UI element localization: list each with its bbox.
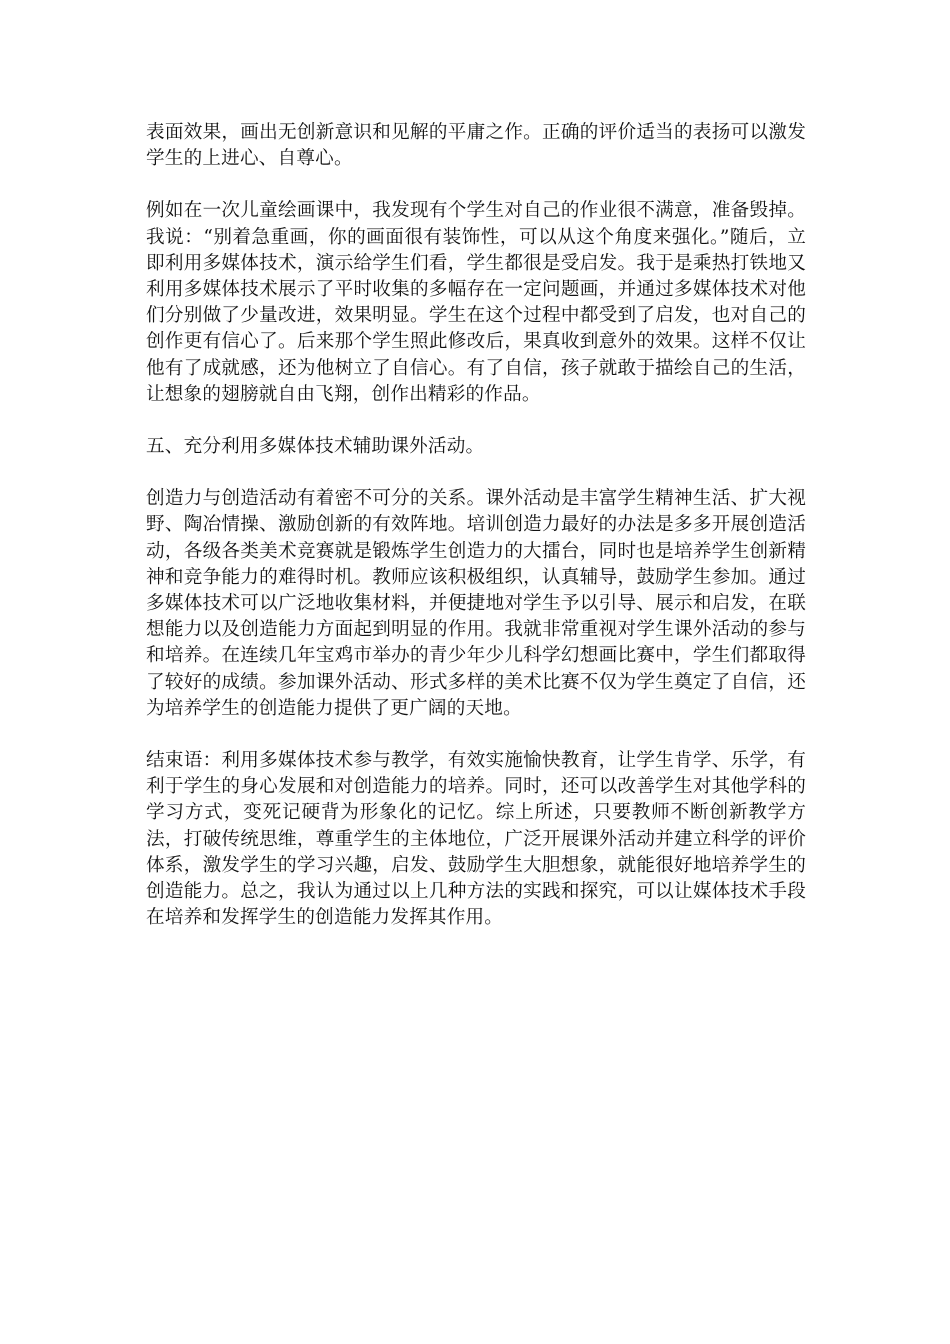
paragraph-evaluation: 表面效果，画出无创新意识和见解的平庸之作。正确的评价适当的表扬可以激发学生的上进心、自尊心。 — [146, 122, 806, 170]
section-heading-extracurricular: 五、充分利用多媒体技术辅助课外活动。 — [146, 436, 485, 458]
paragraph-creativity: 创造力与创造活动有着密不可分的关系。课外活动是丰富学生精神生活、扩大视野、陶冶情操、激励创新的有效阵地。培训创造力最好的办法是多多开展创造活动，各级各类美术竞赛就是锻炼学生创造力的大擂台，同时也是培养学生创新精神和竞争能力的难得时机。教师应该积极组织，认真辅导，鼓励学生参加。通过多媒体技术可以广泛地收集材料，并便捷地对学生予以引导、展示和启发，在联想能力以及创造能力方面起到明显的作用。我就非常重视对学生课外活动的参与和培养。在连续几年宝鸡市举办的青少年少儿科学幻想画比赛中，学生们都取得了较好的成绩。参加课外活动、形式多样的美术比赛不仅为学生奠定了自信，还为培养学生的创造能力提供了更广阔的天地。 — [146, 488, 806, 719]
paragraph-conclusion: 结束语：利用多媒体技术参与教学，有效实施愉快教育，让学生肯学、乐学，有利于学生的身心发展和对创造能力的培养。同时，还可以改善学生对其他学科的学习方式，变死记硬背为形象化的记忆。综上所述，只要教师不断创新教学方法，打破传统思维，尊重学生的主体地位，广泛开展课外活动并建立科学的评价体系，激发学生的学习兴趣，启发、鼓励学生大胆想象，就能很好地培养学生的创造能力。总之，我认为通过以上几种方法的实践和探究，可以让媒体技术手段在培养和发挥学生的创造能力发挥其作用。 — [146, 750, 806, 929]
paragraph-example: 例如在一次儿童绘画课中，我发现有个学生对自己的作业很不满意，准备毁掉。我说：“别着急重画，你的画面很有装饰性，可以从这个角度来强化。”随后，立即利用多媒体技术，演示给学生们看，学生都很是受启发。我于是乘热打铁地又利用多媒体技术展示了平时收集的多幅存在一定问题画，并通过多媒体技术对他们分别做了少量改进，效果明显。学生在这个过程中都受到了启发，也对自己的创作更有信心了。后来那个学生照此修改后，果真收到意外的效果。这样不仅让他有了成就感，还为他树立了自信心。有了自信，孩子就敢于描绘自己的生活，让想象的翅膀就自由飞翔，创作出精彩的作品。 — [146, 200, 806, 405]
document-body — [146, 120, 806, 957]
